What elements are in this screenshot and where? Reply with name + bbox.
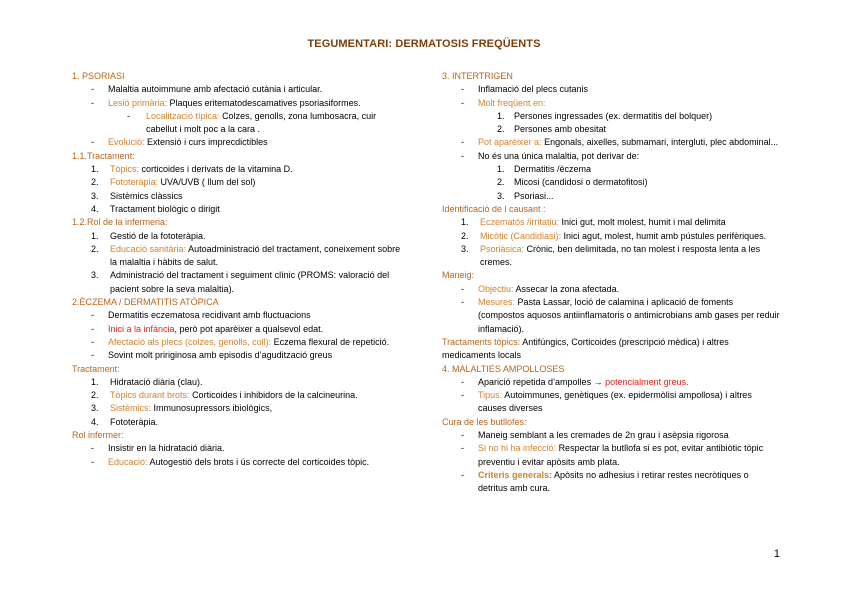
list-item: - Criteris generals: Apòsits no adhesius i retirar restes necròtiques o detritus amb cura. [461,469,749,494]
section-heading-maneig: Maneig: [442,270,475,281]
list-item: 1. Dermatitis /èczema [497,164,592,175]
list-item: 1. Tòpics: corticoides i derivats de la vitamina D. [91,164,293,175]
section-heading-cura-butllofes: Cura de les butllofes: [442,416,527,427]
list-item: - Afectació als plecs (colzes, genolls, coll): Eczema flexural de repetició. [91,336,390,347]
list-item: 1. Eczematós /irritatiu: Inici gut, molt molest, humit i mal delimita [461,217,726,228]
list-item: - Inflamació del plecs cutanis [461,84,589,95]
list-item: 3. Psoriàsica: Crònic, ben delimitada, no tan molest i resposta lenta a les cremes. [461,243,761,268]
list-item: 3. Sistèmics clàssics [91,190,183,201]
list-item: - Educació: Autogestió dels brots i ús correcte del corticoides tòpic. [91,456,370,467]
list-item: - Evolució: Extensió i curs imprecdictibles [91,137,268,148]
list-item: 2. Tòpics durant brots: Corticoides i inhibidors de la calcineurina. [91,390,358,401]
list-item: 3. Sistèmics: Immunosupressors ibiològics, [91,403,273,414]
list-item: 1. Persones ingressades (ex. dermatitis del bolquer) [497,110,713,121]
section-heading-identificacio: Identificació de l causant : [442,203,546,214]
list-item: - Tipus: Autoimmunes, genètiques (ex. epidermòlisi ampollosa) i altres causes diverses [461,390,752,414]
list-item: - Dermatitis eczematosa recidivant amb fluctuacions [91,310,311,321]
paragraph-tractaments-topics: Tractaments tòpics: Antifúngics, Corticoides (prescripció mèdica) i altres medicaments locals [442,336,729,361]
list-item: - No és una única malaltia, pot derivar de: [461,150,640,161]
section-heading-psoriasi: 1. PSORIASI [72,71,125,81]
list-item: - Insistir en la hidratació diària. [91,443,225,454]
list-item: - Objectiu: Assecar la zona afectada. [461,283,620,294]
list-item: 2. Micosi (candidosi o dermatofitosi) [497,177,648,188]
list-item: 2. Educació sanitària: Autoadministració del tractament, coneixement sobre la malaltia i hàbits de salut. [91,243,401,268]
right-column [442,70,780,496]
list-item: - Pot aparèixer a: Engonals, aixelles, submamari, intergluti, plec abdominal... [461,137,779,148]
list-item: 2. Fototeràpia: UVA/UVB ( llum del sol) [91,177,256,188]
list-item: - Aparició repetida d’ampolles → potencialment greus. [461,376,689,387]
list-item: - Molt freqüent en: [461,97,546,108]
list-item: 4. Fototeràpia. [91,416,159,427]
list-item: - Localització típica: Colzes, genolls, zona lumbosacra, cuir cabellut i molt poc a la cara . [127,110,377,135]
section-heading-tractament: 1.1.Tractament: [72,150,135,161]
section-heading-rol: 1.2.Rol de la infermeria: [72,217,168,228]
page-title: TEGUMENTARI: DERMATOSIS FREQÜENTS [307,38,541,50]
list-item: - Sovint molt pririginosa amb episodis d’agudització greus [91,350,333,361]
page-number: 1 [773,548,780,560]
list-item: - Mesures: Pasta Lassar, loció de calamina i aplicació de foments (compostos aquosos antiinflamatoris o antimicrobians amb gases per reduir inflamació). [461,297,780,334]
list-item: - Inici a la infància, però pot aparèixer a qualsevol edat. [91,323,324,334]
section-heading-rol-infermer: Rol infermer: [72,430,124,441]
section-heading-intertrigen: 3. INTERTRIGEN [442,71,513,81]
section-heading-tractament-eczema: Tractament: [72,363,120,374]
list-item: - Malaltia autoimmune amb afectació cutània i articular. [91,84,323,95]
list-item: - Si no hi ha infecció: Respectar la butllofa si es pot, evitar antibiòtic tòpic preventiu i evitar apòsits amb plata. [461,443,764,467]
list-item: 2. Micòtic (Candidiasi): Inici agut, molest, humit amb pústules perifèriques. [461,230,767,241]
list-item: - Lesió primària: Plaques eritematodescamatives psoriasiformes. [91,97,361,108]
section-heading-ampolloses: 4. MALALTIES AMPOLLOSES [442,363,565,374]
left-column [72,70,402,469]
section-heading-eczema: 2.ÈCZEMA / DERMATITIS ATÒPICA [72,297,219,308]
list-item: 2. Persones amb obesitat [497,124,607,135]
list-item: 3. Psoriasi... [497,190,554,201]
list-item: 1. Gestió de la fototeràpia. [91,230,206,241]
list-item: - Maneig semblant a les cremades de 2n grau i asèpsia rigorosa [461,430,729,441]
list-item: 3. Administració del tractament i seguiment clínic (PROMS: valoració del pacient sobre la seva malaltia). [91,270,390,294]
list-item: 4. Tractament biològic o dirigit [91,203,220,214]
list-item: 1. Hidratació diària (clau). [91,376,203,387]
